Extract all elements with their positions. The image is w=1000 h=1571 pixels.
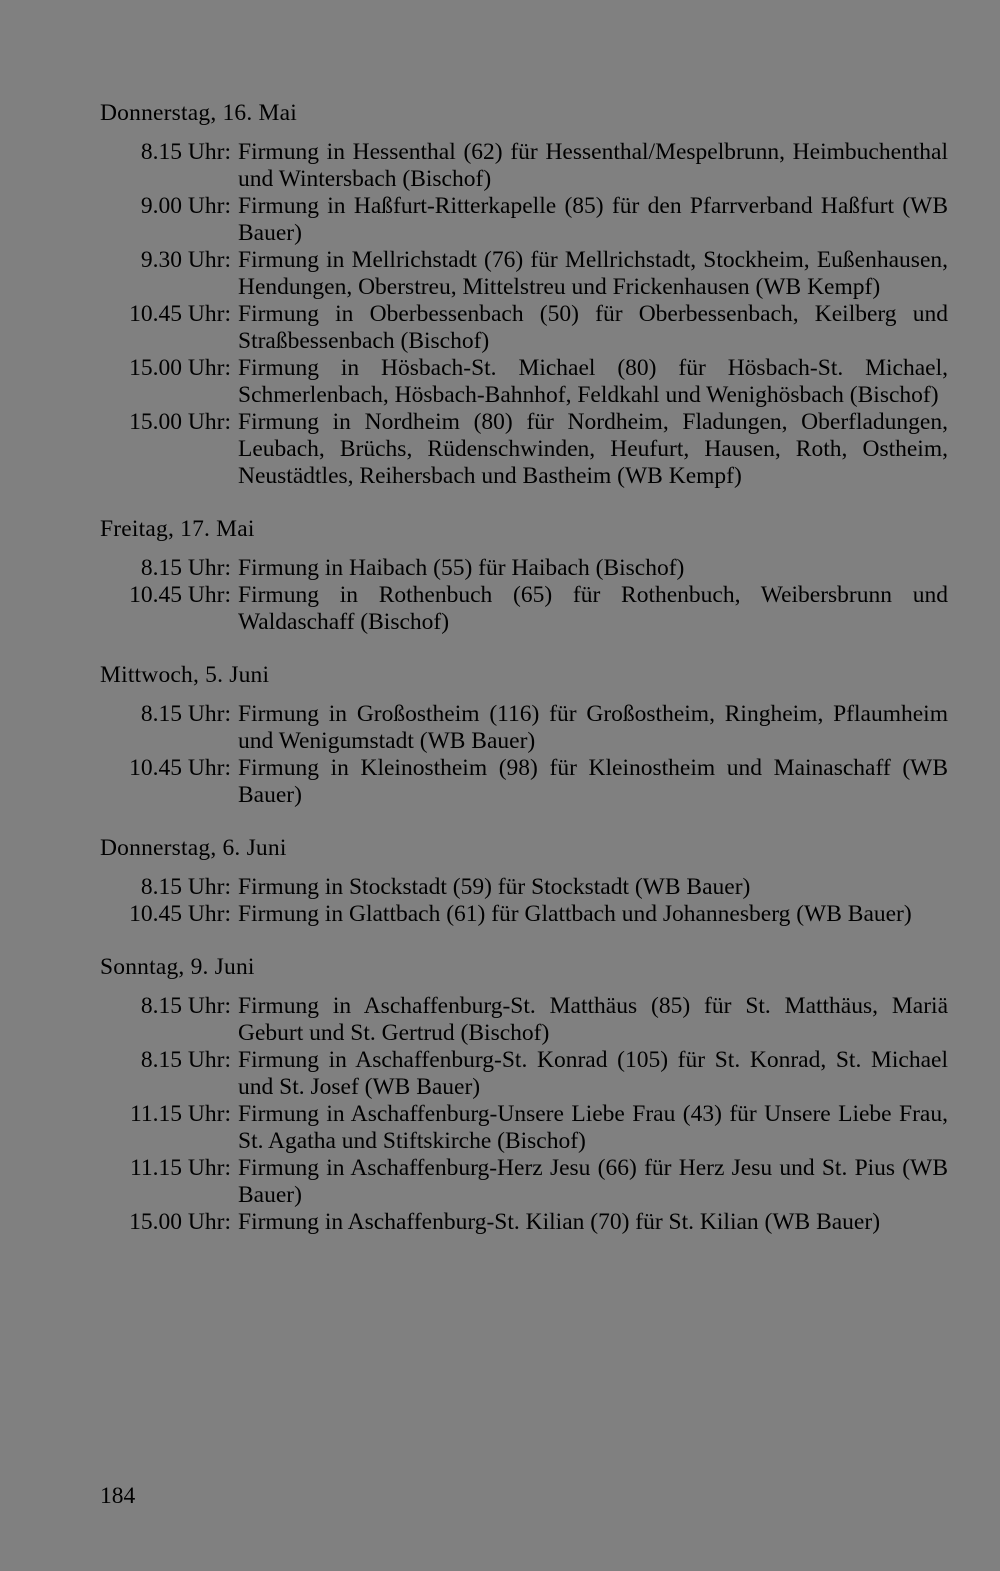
day-section xyxy=(100,954,948,1236)
schedule-entry xyxy=(100,701,948,755)
entry-text: Firmung in Großostheim (116) für Großostheim, Ringheim, Pflaumheim und Wenigumstadt (WB Bauer) xyxy=(238,701,948,754)
day-heading: Donnerstag, 6. Juni xyxy=(100,835,287,861)
entry-time: 9.00 Uhr: xyxy=(140,193,231,219)
entry-text: Firmung in Aschaffenburg-St. Konrad (105) für St. Konrad, St. Michael und St. Josef (WB Bauer) xyxy=(238,1047,948,1100)
document-page xyxy=(100,100,948,1262)
entry-time: 15.00 Uhr: xyxy=(129,1209,231,1235)
entry-time: 15.00 Uhr: xyxy=(129,355,231,381)
schedule-entry xyxy=(100,247,948,301)
schedule-entry xyxy=(100,555,948,582)
schedule-entry xyxy=(100,139,948,193)
entry-text: Firmung in Aschaffenburg-Unsere Liebe Frau (43) für Unsere Liebe Frau, St. Agatha und Stiftskirche (Bischof) xyxy=(238,1101,948,1154)
entry-time: 15.00 Uhr: xyxy=(129,409,231,435)
day-heading: Freitag, 17. Mai xyxy=(100,516,255,542)
entry-text: Firmung in Hösbach-St. Michael (80) für Hösbach-St. Michael, Schmerlenbach, Hösbach-Bahnhof, Feldkahl und Wenighösbach (Bischof) xyxy=(238,355,948,408)
entry-time: 8.15 Uhr: xyxy=(140,874,231,900)
entry-time: 10.45 Uhr: xyxy=(129,582,231,608)
entry-text: Firmung in Stockstadt (59) für Stockstadt (WB Bauer) xyxy=(238,874,751,900)
schedule-entry xyxy=(100,193,948,247)
schedule-entry xyxy=(100,901,948,928)
entry-time: 9.30 Uhr: xyxy=(140,247,231,273)
entry-text: Firmung in Haßfurt-Ritterkapelle (85) für den Pfarrverband Haßfurt (WB Bauer) xyxy=(238,193,948,246)
day-heading: Donnerstag, 16. Mai xyxy=(100,100,297,126)
entry-text: Firmung in Kleinostheim (98) für Kleinostheim und Mainaschaff (WB Bauer) xyxy=(238,755,948,808)
schedule-entry xyxy=(100,1101,948,1155)
entry-text: Firmung in Nordheim (80) für Nordheim, Fladungen, Oberfladungen, Leubach, Brüchs, Rüdenschwinden, Heufurt, Hausen, Roth, Ostheim, Neustädtles, Reihersbach und Bastheim (WB Kempf) xyxy=(238,409,948,489)
schedule-entry xyxy=(100,355,948,409)
day-section xyxy=(100,835,948,928)
entry-text: Firmung in Oberbessenbach (50) für Oberbessenbach, Keilberg und Straßbessenbach (Bischof) xyxy=(238,301,948,354)
schedule-entry xyxy=(100,582,948,636)
entry-time: 8.15 Uhr: xyxy=(140,555,231,581)
entry-text: Firmung in Hessenthal (62) für Hessenthal/Mespelbrunn, Heimbuchenthal und Wintersbach (Bischof) xyxy=(238,139,948,192)
schedule-entry xyxy=(100,993,948,1047)
entry-time: 8.15 Uhr: xyxy=(140,993,231,1019)
schedule-entry xyxy=(100,1047,948,1101)
entry-time: 10.45 Uhr: xyxy=(129,755,231,781)
day-section xyxy=(100,100,948,490)
entry-time: 8.15 Uhr: xyxy=(140,1047,231,1073)
entry-time: 10.45 Uhr: xyxy=(129,901,231,927)
entry-time: 11.15 Uhr: xyxy=(130,1101,231,1127)
day-heading: Mittwoch, 5. Juni xyxy=(100,662,270,688)
entry-time: 8.15 Uhr: xyxy=(140,701,231,727)
page-number: 184 xyxy=(100,1483,136,1509)
schedule-entry xyxy=(100,874,948,901)
entry-text: Firmung in Aschaffenburg-St. Kilian (70) für St. Kilian (WB Bauer) xyxy=(238,1209,881,1235)
entry-text: Firmung in Aschaffenburg-Herz Jesu (66) für Herz Jesu und St. Pius (WB Bauer) xyxy=(238,1155,948,1208)
day-heading: Sonntag, 9. Juni xyxy=(100,954,255,980)
schedule-entry xyxy=(100,755,948,809)
entry-time: 11.15 Uhr: xyxy=(130,1155,231,1181)
entry-time: 10.45 Uhr: xyxy=(129,301,231,327)
schedule-entry xyxy=(100,1209,948,1236)
entry-text: Firmung in Mellrichstadt (76) für Mellrichstadt, Stockheim, Eußenhausen, Hendungen, Oberstreu, Mittelstreu und Frickenhausen (WB Kempf) xyxy=(238,247,948,300)
schedule-entry xyxy=(100,1155,948,1209)
day-section xyxy=(100,662,948,809)
day-section xyxy=(100,516,948,636)
entry-text: Firmung in Aschaffenburg-St. Matthäus (85) für St. Matthäus, Mariä Geburt und St. Gertrud (Bischof) xyxy=(238,993,948,1046)
schedule-entry xyxy=(100,301,948,355)
entry-text: Firmung in Glattbach (61) für Glattbach und Johannesberg (WB Bauer) xyxy=(238,901,912,927)
entry-time: 8.15 Uhr: xyxy=(140,139,231,165)
schedule-entry xyxy=(100,409,948,490)
entry-text: Firmung in Rothenbuch (65) für Rothenbuch, Weibersbrunn und Waldaschaff (Bischof) xyxy=(238,582,948,635)
entry-text: Firmung in Haibach (55) für Haibach (Bischof) xyxy=(238,555,685,581)
